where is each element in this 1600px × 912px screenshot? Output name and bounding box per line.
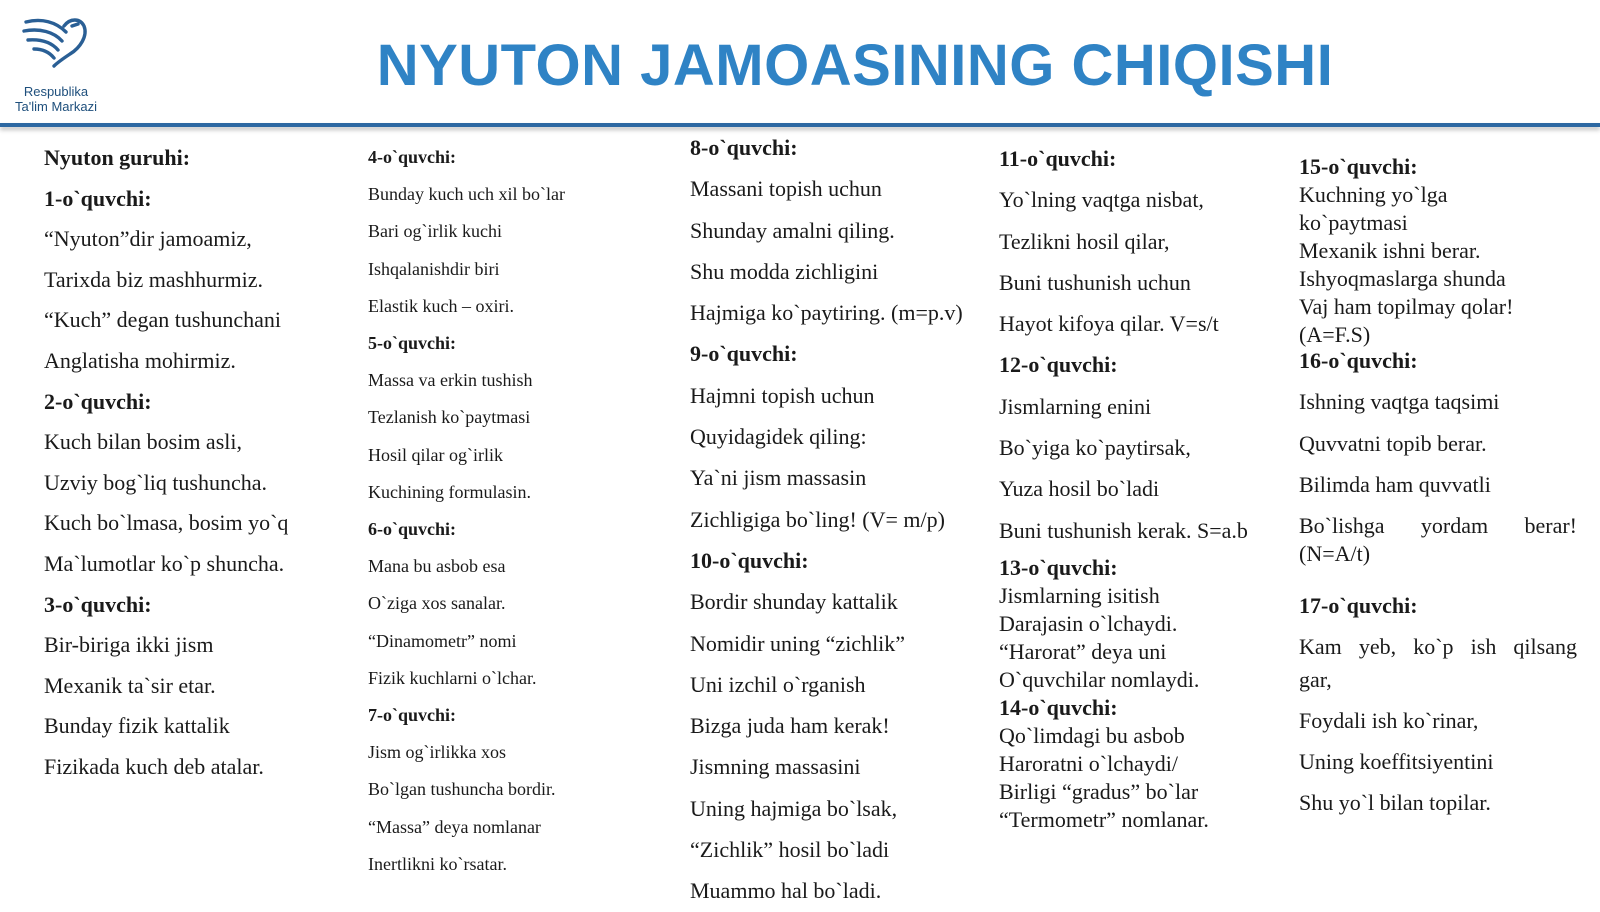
poem-line: Ishning vaqtga taqsimi [1299, 389, 1500, 415]
student-heading: 8-o`quvchi: [690, 135, 798, 160]
poem-line: Uni izchil o`rganish [690, 671, 866, 697]
poem-line: “Harorat” deya uni [999, 639, 1167, 664]
column-4-lower [999, 554, 1209, 834]
poem-line: Massani topish uchun [690, 176, 882, 202]
student-heading: 17-o`quvchi: [1299, 593, 1418, 618]
poem-line: Jismlarning isitish [999, 583, 1160, 608]
poem-line: Uzviy bog`liq tushuncha. [44, 469, 268, 495]
poem-line: (N=A/t) [1299, 541, 1371, 566]
poem-line: Kam yeb, ko`p ish qilsang [1299, 634, 1577, 660]
logo-line-1: Respublika [23, 84, 89, 99]
poem-line: Bilimda ham quvvatli [1299, 471, 1491, 497]
poem-line: Kuch bilan bosim asli, [44, 429, 242, 455]
poem-line: Darajasin o`lchaydi. [999, 611, 1178, 636]
poem-line: Birligi “gradus” bo`lar [999, 779, 1199, 804]
poem-line: ko`paytmasi [1299, 210, 1408, 235]
poem-line: Quyidagidek qiling: [690, 424, 867, 450]
poem-line: Mana bu asbob esa [368, 556, 506, 577]
poem-line: Foydali ish ko`rinar, [1299, 707, 1479, 733]
column-5-part-1 [1299, 153, 1513, 349]
poem-line: Jism og`irlikka xos [368, 742, 506, 763]
poem-line: O`quvchilar nomlaydi. [999, 667, 1200, 692]
logo-text [6, 84, 106, 114]
poem-line: Jismning massasini [690, 754, 861, 780]
poem-line: Bunday kuch uch xil bo`lar [368, 184, 565, 205]
poem-line: Mexanik ta`sir etar. [44, 672, 216, 698]
poem-line: “Nyuton”dir jamoamiz, [44, 226, 252, 252]
poem-line: Ma`lumotlar ko`p shuncha. [44, 550, 285, 576]
poem-line: Shu modda zichligini [690, 258, 879, 284]
poem-line: Fizikada kuch deb atalar. [44, 753, 264, 779]
poem-line: Bordir shunday kattalik [690, 589, 898, 615]
student-heading: 14-o`quvchi: [999, 695, 1118, 720]
poem-line: Quvvatni topib berar. [1299, 430, 1487, 456]
poem-line: Bo`lishga yordam berar! [1299, 513, 1577, 538]
poem-line: Zichligiga bo`ling! (V= m/p) [690, 506, 945, 532]
column-5-part-4 [1299, 585, 1577, 823]
poem-line: Inertlikni ko`rsatar. [368, 853, 507, 874]
student-heading: 10-o`quvchi: [690, 547, 809, 573]
poem-line: Uning koeffitsiyentini [1299, 748, 1494, 774]
poem-line: Jismlarning enini [999, 393, 1152, 419]
poem-line: Kuchning yo`lga [1299, 182, 1448, 207]
poem-line: Ishyoqmaslarga shunda [1299, 266, 1506, 291]
poem-line: Fizik kuchlarni o`lchar. [368, 667, 537, 688]
poem-line: Bari og`irlik kuchi [368, 221, 502, 242]
student-heading: 2-o`quvchi: [44, 388, 152, 414]
student-heading: 15-o`quvchi: [1299, 154, 1418, 179]
dove-icon [20, 14, 92, 72]
student-heading: 4-o`quvchi: [368, 147, 457, 167]
student-heading: 9-o`quvchi: [690, 341, 798, 367]
poem-line: Ishqalanishdir biri [368, 258, 500, 279]
poem-line: Shunday amalni qiling. [690, 217, 895, 243]
poem-line: Kuchining formulasin. [368, 481, 531, 502]
poem-line: Bir-biriga ikki jism [44, 632, 214, 658]
poem-line: Hosil qilar og`irlik [368, 444, 503, 465]
poem-line: Anglatisha mohirmiz. [44, 347, 236, 373]
poem-line: O`ziga xos sanalar. [368, 593, 506, 614]
student-heading: 6-o`quvchi: [368, 519, 457, 540]
poem-line: Haroratni o`lchaydi/ [999, 751, 1178, 776]
poem-line: Mexanik ishni berar. [1299, 238, 1481, 263]
student-heading: 11-o`quvchi: [999, 146, 1117, 171]
poem-line: Bizga juda ham kerak! [690, 713, 890, 739]
student-heading: 7-o`quvchi: [368, 705, 457, 726]
student-heading: 1-o`quvchi: [44, 185, 152, 211]
student-heading: 16-o`quvchi: [1299, 348, 1418, 373]
poem-line: Buni tushunish kerak. S=a.b [999, 517, 1248, 543]
poem-line: Uning hajmiga bo`lsak, [690, 795, 898, 821]
column-5-part-2 [1299, 340, 1499, 505]
poem-line: “Zichlik” hosil bo`ladi [690, 837, 890, 863]
student-heading: 5-o`quvchi: [368, 333, 457, 354]
poem-line: Bo`lgan tushuncha bordir. [368, 779, 556, 800]
student-heading: 13-o`quvchi: [999, 555, 1118, 580]
poem-line: Tezlanish ko`paytmasi [368, 407, 531, 428]
page-title: NYUTON JAMOASINING CHIQISHI [376, 33, 1334, 98]
poem-line: “Kuch” degan tushunchani [44, 307, 282, 333]
poem-line: Hajmiga ko`paytiring. (m=p.v) [690, 300, 963, 326]
poem-line: Shu yo`l bilan topilar. [1299, 790, 1491, 816]
student-heading: 3-o`quvchi: [44, 591, 152, 617]
column-4 [999, 138, 1248, 551]
column-1 [44, 138, 288, 788]
poem-line: Kuch bo`lmasa, bosim yo`q [44, 510, 289, 536]
poem-line: Yuza hosil bo`ladi [999, 476, 1160, 502]
column-2 [368, 139, 565, 883]
poem-line: Buni tushunish uchun [999, 269, 1191, 295]
student-heading: 12-o`quvchi: [999, 352, 1118, 378]
poem-line: “Massa” deya nomlanar [368, 816, 541, 837]
poem-line: gar, [1299, 666, 1332, 692]
poem-line: Hayot kifoya qilar. V=s/t [999, 311, 1219, 337]
poem-line: Yo`lning vaqtga nisbat, [999, 187, 1204, 213]
poem-line: Hajmni topish uchun [690, 382, 875, 408]
poem-line: Tarixda biz mashhurmiz. [44, 266, 264, 292]
student-heading: Nyuton guruhi: [44, 145, 191, 170]
column-5-part-3 [1299, 512, 1577, 568]
column-3 [690, 127, 963, 912]
poem-line: (A=F.S) [1299, 322, 1371, 347]
poem-line: Bo`yiga ko`paytirsak, [999, 435, 1191, 461]
poem-line: “Termometr” nomlanar. [999, 807, 1209, 832]
poem-line: Vaj ham topilmay qolar! [1299, 294, 1514, 319]
poem-line: Tezlikni hosil qilar, [999, 228, 1170, 254]
poem-line: Nomidir uning “zichlik” [690, 630, 906, 656]
poem-line: Muammo hal bo`ladi. [690, 878, 882, 904]
poem-line: Qo`limdagi bu asbob [999, 723, 1185, 748]
poem-line: Ya`ni jism massasin [690, 465, 867, 491]
logo-line-2: Ta'lim Markazi [15, 99, 97, 114]
poem-line: Bunday fizik kattalik [44, 713, 230, 739]
poem-line: Elastik kuch – oxiri. [368, 295, 514, 316]
poem-line: “Dinamometr” nomi [368, 630, 517, 651]
logo [6, 14, 106, 118]
poem-line: Massa va erkin tushish [368, 370, 533, 391]
